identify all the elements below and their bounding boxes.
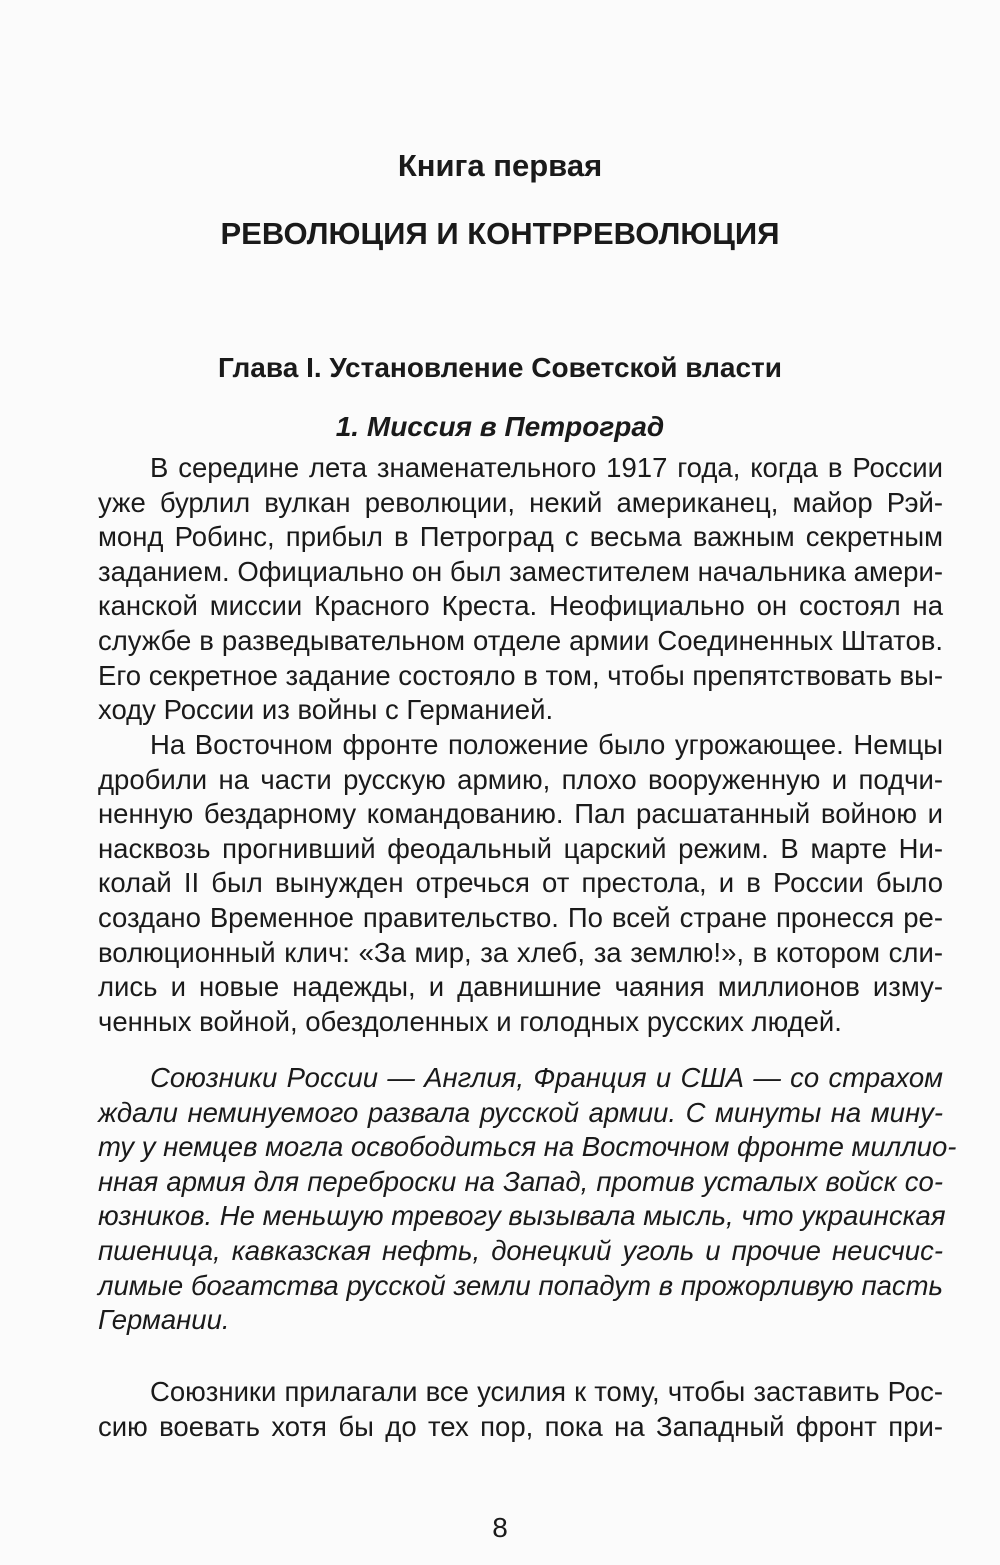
text-line: канской миссии Красного Креста. Неофициально он состоял на <box>98 590 943 622</box>
paragraph-3-italic <box>98 1061 957 1338</box>
text-line: юзников. Не меньшую тревогу вызывала мысль, что украинская <box>98 1200 946 1232</box>
text-line: Его секретное задание состояло в том, чтобы препятствовать вы- <box>98 659 943 691</box>
text-line: сию воевать хотя бы до тех пор, пока на Западный фронт при- <box>98 1410 943 1442</box>
text-line: лись и новые надежды, и давнишние чаяния миллионов изму- <box>98 971 943 1003</box>
text-line: создано Временное правительство. По всей стране пронесся ре- <box>98 901 943 933</box>
paragraph-2 <box>98 728 943 1039</box>
text-line: службе в разведывательном отделе армии Соединенных Штатов. <box>98 624 943 656</box>
text-line: уже бурлил вулкан революции, некий американец, майор Рэй- <box>98 486 943 518</box>
part-title: РЕВОЛЮЦИЯ И КОНТРРЕВОЛЮЦИЯ <box>220 216 780 251</box>
text-line: ненную бездарному командованию. Пал расшатанный войною и <box>98 798 943 830</box>
text-line: ту у немцев могла освободиться на Восточном фронте миллио- <box>98 1131 957 1163</box>
paragraph-1 <box>98 451 943 728</box>
text-line: В середине лета знаменательного 1917 года, когда в России <box>150 452 943 483</box>
section-title: 1. Миссия в Петроград <box>335 411 665 442</box>
text-line: ченных войной, обездоленных и голодных русских людей. <box>98 1005 842 1037</box>
text-line: Союзники прилагали все усилия к тому, чтобы заставить Рос- <box>150 1376 943 1407</box>
text-line: монд Робинс, прибыл в Петроград с весьма важным секретным <box>98 521 943 553</box>
page-number: 8 <box>492 1512 508 1543</box>
text-line: ходу России из войны с Германией. <box>98 694 554 726</box>
chapter-title: Глава I. Установление Советской власти <box>218 352 782 383</box>
text-line: Союзники России — Англия, Франция и США — со страхом <box>150 1062 943 1093</box>
text-line: Германии. <box>98 1304 230 1336</box>
text-line: лимые богатства русской земли попадут в прожорливую пасть <box>98 1269 943 1301</box>
text-line: насквозь прогнивший феодальный царский режим. В марте Ни- <box>98 832 943 864</box>
text-line: волюционный клич: «За мир, за хлеб, за землю!», в котором сли- <box>98 936 943 968</box>
text-line: ждали неминуемого развала русской армии. С минуты на мину- <box>98 1096 943 1128</box>
text-line: заданием. Официально он был заместителем начальника амери- <box>98 555 943 587</box>
book-title: Книга первая <box>397 148 603 183</box>
text-line: пшеница, кавказская нефть, донецкий уголь и прочие неисчис- <box>98 1234 943 1266</box>
text-line: нная армия для переброски на Запад, против усталых войск со- <box>98 1165 943 1197</box>
text-line: дробили на части русскую армию, плохо вооруженную и подчи- <box>98 763 943 795</box>
paragraph-4 <box>98 1375 943 1444</box>
text-line: колай II был вынужден отречься от престола, и в России было <box>98 867 943 899</box>
text-line: На Восточном фронте положение было угрожающее. Немцы <box>150 729 943 760</box>
